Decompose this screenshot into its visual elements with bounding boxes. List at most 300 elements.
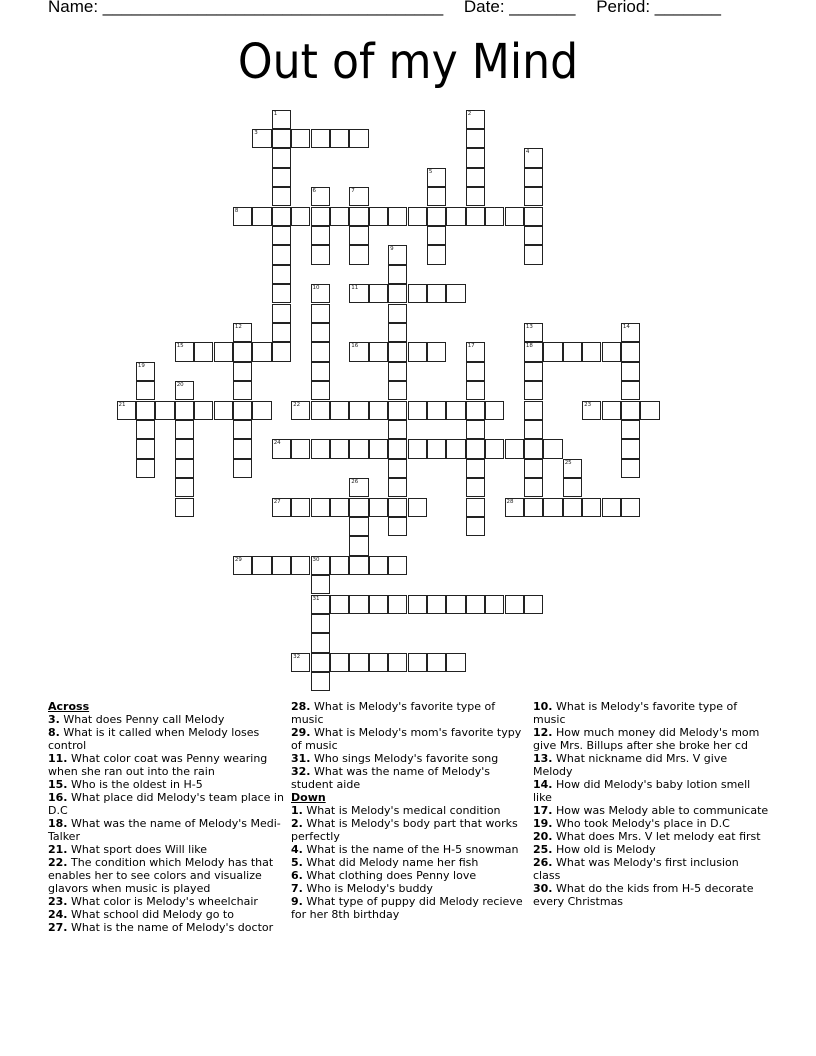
grid-cell[interactable] — [485, 595, 504, 614]
grid-cell[interactable] — [349, 478, 368, 497]
grid-cell[interactable] — [524, 498, 543, 517]
grid-cell[interactable] — [349, 284, 368, 303]
grid-cell[interactable] — [505, 207, 524, 226]
grid-cell[interactable] — [388, 459, 407, 478]
clue-number: 18 — [525, 343, 533, 350]
grid-cell[interactable] — [485, 207, 504, 226]
grid-cell[interactable] — [524, 439, 543, 458]
grid-cell[interactable] — [582, 401, 601, 420]
grid-cell[interactable] — [466, 129, 485, 148]
grid-cell[interactable] — [175, 381, 194, 400]
clue-number: 14 — [622, 323, 630, 330]
grid-cell[interactable] — [214, 401, 233, 420]
grid-cell[interactable] — [621, 381, 640, 400]
grid-cell[interactable] — [388, 420, 407, 439]
grid-cell[interactable] — [388, 439, 407, 458]
grid-cell[interactable] — [563, 459, 582, 478]
grid-cell[interactable] — [621, 342, 640, 361]
grid-cell[interactable] — [466, 401, 485, 420]
clue-num: 12. — [533, 726, 553, 739]
clue-text: What do the kids from H-5 decorate every Christmas — [533, 882, 754, 908]
clue-text: What sport does Will like — [67, 843, 208, 856]
grid-cell[interactable] — [272, 207, 291, 226]
grid-cell[interactable] — [311, 284, 330, 303]
grid-cell[interactable] — [272, 284, 291, 303]
grid-cell[interactable] — [621, 401, 640, 420]
clue-num: 2. — [291, 817, 303, 830]
grid-cell[interactable] — [388, 245, 407, 264]
grid-cell[interactable] — [291, 129, 310, 148]
grid-cell[interactable] — [330, 401, 349, 420]
clue-text: The condition which Melody has that enables her to see colors and visualize glavors when music is played — [48, 856, 274, 895]
grid-cell[interactable] — [466, 381, 485, 400]
clue-num: 31. — [291, 752, 311, 765]
grid-cell[interactable] — [311, 653, 330, 672]
clue-num: 22. — [48, 856, 68, 869]
grid-cell[interactable] — [233, 439, 252, 458]
grid-cell[interactable] — [369, 653, 388, 672]
clue-number: 31 — [312, 595, 320, 602]
grid-cell[interactable] — [388, 517, 407, 536]
clue-text: Who is Melody's buddy — [302, 882, 433, 895]
period-field[interactable]: Period: _______ — [596, 0, 721, 16]
grid-cell[interactable] — [175, 478, 194, 497]
grid-cell[interactable] — [524, 362, 543, 381]
grid-cell[interactable] — [466, 595, 485, 614]
grid-cell[interactable] — [446, 653, 465, 672]
grid-cell[interactable] — [349, 517, 368, 536]
clue-text: What clothing does Penny love — [302, 869, 477, 882]
clue-item — [291, 752, 527, 765]
grid-cell[interactable] — [427, 342, 446, 361]
clue-num: 24. — [48, 908, 68, 921]
grid-cell[interactable] — [311, 207, 330, 226]
grid-cell[interactable] — [427, 653, 446, 672]
grid-cell[interactable] — [291, 498, 310, 517]
grid-cell[interactable] — [136, 401, 155, 420]
grid-cell[interactable] — [524, 459, 543, 478]
grid-cell[interactable] — [349, 498, 368, 517]
clue-text: Who sings Melody's favorite song — [310, 752, 499, 765]
grid-cell[interactable] — [349, 129, 368, 148]
clue-number: 8 — [234, 207, 239, 214]
grid-cell[interactable] — [446, 439, 465, 458]
grid-cell[interactable] — [291, 207, 310, 226]
grid-cell[interactable] — [408, 498, 427, 517]
clue-number: 9 — [390, 246, 394, 253]
grid-cell[interactable] — [272, 498, 291, 517]
grid-cell[interactable] — [272, 556, 291, 575]
clue-num: 28. — [291, 700, 311, 713]
grid-cell[interactable] — [602, 342, 621, 361]
clue-item — [533, 817, 769, 830]
clue-text: How was Melody able to communicate — [552, 804, 769, 817]
grid-cell[interactable] — [136, 362, 155, 381]
grid-cell[interactable] — [291, 401, 310, 420]
worksheet-header — [48, 0, 737, 17]
clue-number: 30 — [312, 556, 320, 563]
grid-cell[interactable] — [621, 459, 640, 478]
grid-cell[interactable] — [349, 556, 368, 575]
grid-cell[interactable] — [466, 148, 485, 167]
grid-cell[interactable] — [233, 420, 252, 439]
grid-cell[interactable] — [349, 187, 368, 206]
grid-cell[interactable] — [369, 401, 388, 420]
grid-cell[interactable] — [175, 401, 194, 420]
grid-cell[interactable] — [388, 284, 407, 303]
grid-cell[interactable] — [369, 439, 388, 458]
clue-item — [48, 778, 284, 791]
grid-cell[interactable] — [272, 226, 291, 245]
grid-cell[interactable] — [311, 226, 330, 245]
grid-cell[interactable] — [311, 672, 330, 691]
grid-cell[interactable] — [466, 478, 485, 497]
grid-cell[interactable] — [311, 381, 330, 400]
grid-cell[interactable] — [136, 381, 155, 400]
grid-cell[interactable] — [408, 439, 427, 458]
grid-cell[interactable] — [252, 401, 271, 420]
grid-cell[interactable] — [388, 265, 407, 284]
grid-cell[interactable] — [272, 148, 291, 167]
grid-cell[interactable] — [233, 401, 252, 420]
clue-item — [533, 726, 769, 752]
grid-cell[interactable] — [330, 439, 349, 458]
grid-cell[interactable] — [621, 362, 640, 381]
grid-cell[interactable] — [427, 207, 446, 226]
clue-number: 23 — [584, 401, 592, 408]
grid-cell[interactable] — [466, 498, 485, 517]
clue-text: What color coat was Penny wearing when she ran out into the rain — [48, 752, 268, 778]
grid-cell[interactable] — [524, 420, 543, 439]
grid-cell[interactable] — [233, 556, 252, 575]
grid-cell[interactable] — [524, 323, 543, 342]
grid-cell[interactable] — [466, 459, 485, 478]
grid-cell[interactable] — [311, 323, 330, 342]
section-heading: Across — [48, 700, 90, 713]
clue-text: What color is Melody's wheelchair — [67, 895, 258, 908]
grid-cell[interactable] — [272, 439, 291, 458]
grid-cell[interactable] — [369, 595, 388, 614]
grid-cell[interactable] — [524, 226, 543, 245]
clue-text: How did Melody's baby lotion smell like — [533, 778, 751, 804]
grid-cell[interactable] — [408, 401, 427, 420]
grid-cell[interactable] — [252, 129, 271, 148]
grid-cell[interactable] — [349, 595, 368, 614]
grid-cell[interactable] — [640, 401, 659, 420]
grid-cell[interactable] — [485, 439, 504, 458]
grid-cell[interactable] — [349, 439, 368, 458]
grid-cell[interactable] — [349, 226, 368, 245]
grid-cell[interactable] — [543, 439, 562, 458]
grid-cell[interactable] — [466, 110, 485, 129]
grid-cell[interactable] — [388, 381, 407, 400]
grid-cell[interactable] — [272, 245, 291, 264]
clue-item — [291, 765, 527, 791]
grid-cell[interactable] — [330, 653, 349, 672]
grid-cell[interactable] — [388, 401, 407, 420]
grid-cell[interactable] — [272, 342, 291, 361]
grid-cell[interactable] — [194, 401, 213, 420]
clue-num: 13. — [533, 752, 553, 765]
grid-cell[interactable] — [563, 478, 582, 497]
grid-cell[interactable] — [563, 342, 582, 361]
grid-cell[interactable] — [582, 498, 601, 517]
clue-num: 16. — [48, 791, 68, 804]
grid-cell[interactable] — [311, 498, 330, 517]
grid-cell[interactable] — [330, 498, 349, 517]
clue-num: 19. — [533, 817, 553, 830]
grid-cell[interactable] — [233, 459, 252, 478]
grid-cell[interactable] — [621, 439, 640, 458]
grid-cell[interactable] — [427, 168, 446, 187]
grid-cell[interactable] — [291, 653, 310, 672]
grid-cell[interactable] — [408, 207, 427, 226]
grid-cell[interactable] — [524, 168, 543, 187]
clue-number: 32 — [293, 653, 301, 660]
grid-cell[interactable] — [233, 362, 252, 381]
clue-item — [48, 752, 284, 778]
grid-cell[interactable] — [175, 498, 194, 517]
grid-cell[interactable] — [330, 556, 349, 575]
grid-cell[interactable] — [582, 342, 601, 361]
grid-cell[interactable] — [330, 129, 349, 148]
clues-column-1 — [48, 700, 284, 934]
clue-text: What was the name of Melody's student aide — [291, 765, 490, 791]
clue-text: What is the name of Melody's doctor — [67, 921, 274, 934]
grid-cell[interactable] — [311, 556, 330, 575]
grid-cell[interactable] — [194, 342, 213, 361]
clue-item — [533, 804, 769, 817]
clue-item — [48, 726, 284, 752]
grid-cell[interactable] — [311, 245, 330, 264]
grid-cell[interactable] — [446, 401, 465, 420]
grid-cell[interactable] — [311, 342, 330, 361]
clue-number: 21 — [118, 401, 126, 408]
grid-cell[interactable] — [505, 439, 524, 458]
grid-cell[interactable] — [311, 401, 330, 420]
grid-cell[interactable] — [408, 284, 427, 303]
grid-cell[interactable] — [524, 207, 543, 226]
clues-column-2 — [291, 700, 527, 921]
clue-item — [291, 817, 527, 843]
grid-cell[interactable] — [233, 381, 252, 400]
grid-cell[interactable] — [388, 498, 407, 517]
grid-cell[interactable] — [427, 226, 446, 245]
grid-cell[interactable] — [524, 381, 543, 400]
grid-cell[interactable] — [311, 304, 330, 323]
grid-cell[interactable] — [369, 207, 388, 226]
clue-text: What was Melody's first inclusion class — [533, 856, 739, 882]
grid-cell[interactable] — [388, 362, 407, 381]
grid-cell[interactable] — [524, 148, 543, 167]
clue-number: 16 — [351, 343, 359, 350]
clue-item — [291, 895, 527, 921]
clue-num: 30. — [533, 882, 553, 895]
grid-cell[interactable] — [505, 595, 524, 614]
grid-cell[interactable] — [252, 207, 271, 226]
clue-item — [48, 843, 284, 856]
grid-cell[interactable] — [369, 284, 388, 303]
grid-cell[interactable] — [388, 556, 407, 575]
grid-cell[interactable] — [543, 342, 562, 361]
grid-cell[interactable] — [505, 498, 524, 517]
grid-cell[interactable] — [563, 498, 582, 517]
grid-cell[interactable] — [466, 342, 485, 361]
grid-cell[interactable] — [175, 342, 194, 361]
grid-cell[interactable] — [388, 478, 407, 497]
grid-cell[interactable] — [621, 323, 640, 342]
grid-cell[interactable] — [252, 556, 271, 575]
grid-cell[interactable] — [349, 207, 368, 226]
grid-cell[interactable] — [311, 129, 330, 148]
grid-cell[interactable] — [388, 304, 407, 323]
grid-cell[interactable] — [311, 595, 330, 614]
grid-cell[interactable] — [446, 207, 465, 226]
grid-cell[interactable] — [136, 459, 155, 478]
grid-cell[interactable] — [602, 498, 621, 517]
grid-cell[interactable] — [311, 362, 330, 381]
clue-item — [533, 843, 769, 856]
grid-cell[interactable] — [272, 304, 291, 323]
grid-cell[interactable] — [272, 129, 291, 148]
grid-cell[interactable] — [446, 284, 465, 303]
clue-number: 22 — [293, 401, 301, 408]
grid-cell[interactable] — [524, 187, 543, 206]
grid-cell[interactable] — [427, 245, 446, 264]
grid-cell[interactable] — [388, 595, 407, 614]
grid-cell[interactable] — [272, 168, 291, 187]
grid-cell[interactable] — [311, 187, 330, 206]
grid-cell[interactable] — [311, 633, 330, 652]
grid-cell[interactable] — [214, 342, 233, 361]
grid-cell[interactable] — [311, 614, 330, 633]
clue-number: 27 — [273, 498, 281, 505]
clue-number: 13 — [525, 323, 533, 330]
grid-cell[interactable] — [485, 401, 504, 420]
grid-cell[interactable] — [311, 439, 330, 458]
clue-item — [48, 817, 284, 843]
grid-cell[interactable] — [524, 478, 543, 497]
name-field[interactable]: Name: ____________________________________ — [48, 0, 444, 16]
grid-cell[interactable] — [408, 595, 427, 614]
clue-item — [533, 830, 769, 843]
grid-cell[interactable] — [446, 595, 465, 614]
clue-number: 3 — [254, 129, 258, 136]
grid-cell[interactable] — [427, 284, 446, 303]
grid-cell[interactable] — [427, 439, 446, 458]
grid-cell[interactable] — [466, 168, 485, 187]
grid-cell[interactable] — [330, 595, 349, 614]
grid-cell[interactable] — [466, 517, 485, 536]
grid-cell[interactable] — [388, 323, 407, 342]
clue-number: 12 — [234, 323, 242, 330]
grid-cell[interactable] — [388, 207, 407, 226]
grid-cell[interactable] — [175, 459, 194, 478]
clue-number: 7 — [351, 188, 355, 195]
clue-num: 17. — [533, 804, 553, 817]
grid-cell[interactable] — [466, 207, 485, 226]
grid-cell[interactable] — [349, 342, 368, 361]
grid-cell[interactable] — [427, 595, 446, 614]
grid-cell[interactable] — [117, 401, 136, 420]
clue-num: 3. — [48, 713, 60, 726]
grid-cell[interactable] — [369, 342, 388, 361]
grid-cell[interactable] — [524, 595, 543, 614]
grid-cell[interactable] — [427, 187, 446, 206]
clues-column-3 — [533, 700, 769, 908]
grid-cell[interactable] — [136, 439, 155, 458]
grid-cell[interactable] — [349, 536, 368, 555]
clue-number: 17 — [467, 343, 475, 350]
grid-cell[interactable] — [466, 439, 485, 458]
grid-cell[interactable] — [427, 401, 446, 420]
clue-text: What was the name of Melody's Medi-Talker — [48, 817, 281, 843]
clue-text: What place did Melody's team place in D.C — [48, 791, 284, 817]
grid-cell[interactable] — [349, 245, 368, 264]
clue-num: 14. — [533, 778, 553, 791]
grid-cell[interactable] — [330, 207, 349, 226]
grid-cell[interactable] — [175, 439, 194, 458]
grid-cell[interactable] — [233, 342, 252, 361]
grid-cell[interactable] — [272, 187, 291, 206]
grid-cell[interactable] — [349, 653, 368, 672]
grid-cell[interactable] — [602, 401, 621, 420]
date-field[interactable]: Date: _______ — [463, 0, 576, 16]
grid-cell[interactable] — [136, 420, 155, 439]
grid-cell[interactable] — [233, 323, 252, 342]
grid-cell[interactable] — [311, 575, 330, 594]
grid-cell[interactable] — [524, 342, 543, 361]
clue-item — [48, 895, 284, 908]
clue-item — [48, 713, 284, 726]
page-title: Out of my Mind — [237, 34, 579, 90]
clue-num: 26. — [533, 856, 553, 869]
grid-cell[interactable] — [272, 110, 291, 129]
grid-cell[interactable] — [466, 420, 485, 439]
grid-cell[interactable] — [291, 439, 310, 458]
grid-cell[interactable] — [291, 556, 310, 575]
grid-cell[interactable] — [466, 362, 485, 381]
grid-cell[interactable] — [252, 342, 271, 361]
grid-cell[interactable] — [349, 401, 368, 420]
grid-cell[interactable] — [155, 401, 174, 420]
clue-number: 29 — [234, 556, 242, 563]
grid-cell[interactable] — [543, 498, 562, 517]
grid-cell[interactable] — [175, 420, 194, 439]
grid-cell[interactable] — [388, 653, 407, 672]
clue-number: 20 — [176, 382, 184, 389]
clue-item — [48, 856, 284, 895]
clue-number: 2 — [467, 110, 472, 117]
grid-cell[interactable] — [621, 498, 640, 517]
clue-num: 8. — [48, 726, 60, 739]
grid-cell[interactable] — [369, 498, 388, 517]
grid-cell[interactable] — [524, 401, 543, 420]
grid-cell[interactable] — [408, 653, 427, 672]
grid-cell[interactable] — [369, 556, 388, 575]
grid-cell[interactable] — [388, 342, 407, 361]
clue-number: 1 — [273, 110, 278, 117]
grid-cell[interactable] — [272, 323, 291, 342]
grid-cell[interactable] — [272, 265, 291, 284]
grid-cell[interactable] — [233, 207, 252, 226]
grid-cell[interactable] — [408, 342, 427, 361]
grid-cell[interactable] — [466, 187, 485, 206]
grid-cell[interactable] — [621, 420, 640, 439]
clue-number: 10 — [312, 285, 320, 292]
clue-text: How old is Melody — [552, 843, 656, 856]
grid-cell[interactable] — [524, 245, 543, 264]
